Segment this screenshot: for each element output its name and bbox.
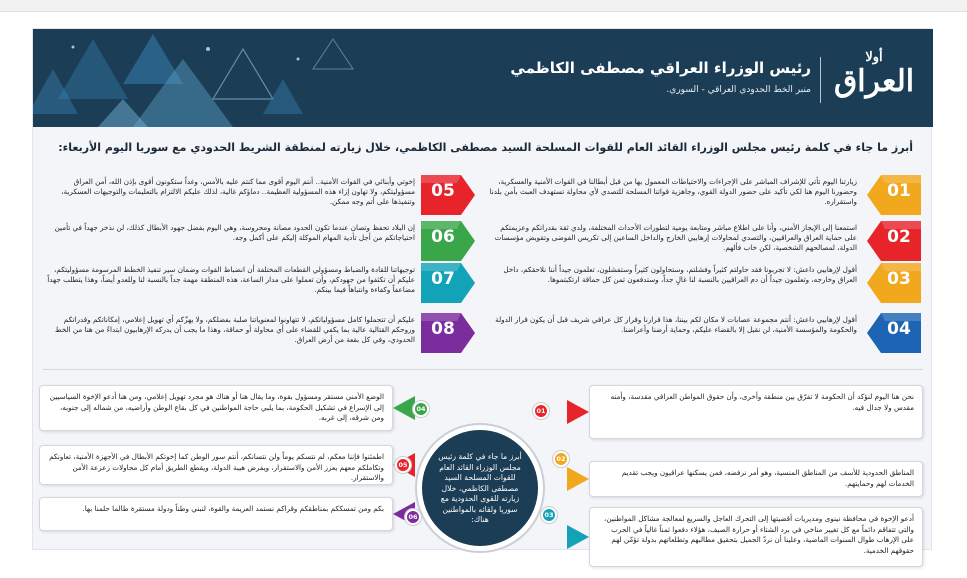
- number-arrow-icon: [421, 311, 475, 355]
- number-arrow-icon: [867, 173, 921, 217]
- page-title: رئيس الوزراء العراقي مصطفى الكاظمي: [510, 59, 811, 77]
- header-banner: [33, 29, 933, 127]
- point-item-02: [481, 219, 925, 263]
- point-item-05: [37, 173, 481, 217]
- logo: [827, 51, 921, 107]
- number-arrow-icon: [867, 219, 921, 263]
- quote-box-02: [589, 461, 923, 497]
- number-arrow-icon: [421, 261, 475, 305]
- page-subtitle: منبر الخط الحدودي العراقي - السوري.: [666, 85, 811, 95]
- point-number: 01: [887, 181, 911, 201]
- infographic-card: [32, 28, 932, 555]
- point-number: 08: [431, 319, 455, 339]
- logo-main-text: العراق: [833, 64, 915, 99]
- point-number: 04: [887, 319, 911, 339]
- point-item-06: [37, 219, 481, 263]
- point-number: 06: [431, 227, 455, 247]
- number-dot: 01: [533, 403, 549, 419]
- number-dot: 02: [553, 451, 569, 467]
- browser-top-strip: [0, 0, 967, 12]
- point-text: إن البلاد تحفظ وتصان عندما تكون الحدود مصانة ومحروسة، وهي اليوم بفضل جهود الأبطال كذلك، لن نذخر جهداً في تأمين احتياجاتكم من أجل تأدية المهام الموكلة إليكم على أكمل وجه.: [54, 223, 415, 242]
- header-divider: [820, 57, 821, 103]
- quote-text: بكم ومن تمسككم بمناطقكم وقراكم نستمد العزيمة والقوة، لنبني وطناً ودولة مستقرة طالما حلمنا بها.: [82, 504, 384, 513]
- point-item-01: [481, 173, 925, 217]
- point-item-08: [37, 311, 481, 355]
- point-number: 02: [887, 227, 911, 247]
- number-dot: 03: [541, 507, 557, 523]
- point-number: 05: [431, 181, 455, 201]
- number-arrow-icon: [421, 173, 475, 217]
- point-text: أقول لإرهابيي داعش: لا تجربونا فقد حاولتم كثيراً وفشلتم، وستحاولون كثيراً وستفشلون، تعلمون جيداً أننا نلاحقكم، داخل العراق وخارجه، وتعلمون جيداً أن دم العراقيين بالنسبة لنا غالٍ جداً، وستدفعون ثمن كل حماقة ارتكبتموها.: [503, 265, 857, 284]
- point-item-07: [37, 261, 481, 305]
- pointer-triangle-icon: [567, 400, 589, 424]
- number-arrow-icon: [867, 261, 921, 305]
- pointer-triangle-icon: [567, 467, 589, 491]
- number-arrow-icon: [867, 311, 921, 355]
- section-divider: [43, 369, 923, 370]
- number-dot: 04: [413, 401, 429, 417]
- point-text: إخوتي وأبنائي في القوات الأمنية.. أنتم اليوم أقوى مما كنتم عليه بالأمس، وغداً ستكونون أقوى بإذن الله، أمن العراق مسؤوليتكم، ولا تهاون إزاء هذه المسؤولية العظيمة.. دماؤكم غالية، لذلك عليكم الالتزام بالتعليمات والتوجيهات العسكرية، وتنفيذها على أتم وجه ممكن.: [61, 177, 415, 206]
- center-bubble: [417, 425, 543, 551]
- number-arrow-icon: [421, 219, 475, 263]
- point-text: استمعنا إلى الإيجاز الأمني، وأنا على اطلاع مباشر ومتابعة يومية لتطورات الأحداث المختلفة، ولدي ثقة بقدراتكم وعزيمتكم على حماية العراق والعراقيين، والتصدي لمحاولات إرهابيي الخارج والداخل الساعين إلى تكريس الفوضى وتقويض مؤسسات الدولة، لمصالحهم الشخصية، لكن خاب فألهم.: [494, 223, 857, 252]
- center-bubble-text: أبرز ما جاء في كلمة رئيس مجلس الوزراء القائد العام للقوات المسلحة السيد مصطفى الكاظمي، خلال زيارته للقوى الحدودية مع سوريا ولقائه بالمواطنين هناك:: [438, 452, 522, 524]
- quote-text: الوضع الأمني مستقر ومسؤول بقوة، وما يقال هنا أو هناك هو مجرد تهويل إعلامي، ومن هنا أدعو الإخوة السياسيين إلى الإسراع في تشكيل الحكومة، بما يلبي حاجة المواطنين في كل بقاع الوطن وأراضيه، من شماله إلى جنوبه، ومن شرقه، إلى غربه.: [49, 392, 384, 422]
- point-text: أقول لإرهابيي داعش: أنتم مجموعة عصابات لا مكان لكم بيننا، هذا قرارنا وقرار كل عراقي شريف قبل أن يكون قرار الدولة والحكومة والمؤسسة الأمنية، لن نقبل إلا بالقضاء عليكم، وحماية أرضنا وأعراضنا.: [495, 315, 857, 334]
- point-number: 03: [887, 269, 911, 289]
- quote-text: نحن هنا اليوم لنؤكد أن الحكومة لا تفرّق بين منطقة وأخرى، وأن حقوق المواطن العراقي مقدسة، وأمنه مقدس ولا جدال فيه.: [610, 392, 914, 412]
- point-text: توجيهاتنا للقادة والضباط ومسؤولي القطعات المختلفة أن انضباط القوات وضمان سير تنفيذ الخطط المرسومة مسؤوليتكم، عليكم أن تكثفوا من جهودكم، وأن تعملوا على مدار الساعة، هذه المنطقة مهمة جداً بالنسبة لنا وللعدو أيضاً، وهذا يتطلب جهداً مضاعفاً وكفاءة وانتباهاً فيما بينكم.: [47, 265, 415, 294]
- quote-text: أدعو الإخوة في محافظة نينوى ومديريات أقضيتها إلى التحرك العاجل والسريع لمعالجة مشاكل المواطنين، والتي تتفاقم دائماً مع كل تغيير مناخي في برد الشتاء أو حرارة الصيف، هؤلاء دفعوا ثمناً غالياً في الحرب على الإرهاب طوال السنوات الماضية، وعلينا أن نردّ الجميل بتحقيق مطالبهم وتطلعاتهم بدولة تؤمّن لهم حقوقهم الخدمية.: [604, 514, 914, 555]
- point-item-03: [481, 261, 925, 305]
- point-text: عليكم أن تتحملوا كامل مسؤولياتكم، لا تتهاونوا لمعنوياتنا صلبة بفضلكم، ولا يهزّكم أي تهويل إعلامي، إمكاناتكم وقدراتكم وروحكم القتالية عالية بما يكفي للقضاء على أي محاولة أو حماقة، وهذا ما يجب أن يدركه الإرهابيون ابتداءً من هنا من الخط الحدودي، وفي كل بقعة من أرض العراق.: [55, 315, 415, 344]
- point-item-04: [481, 311, 925, 355]
- point-number: 07: [431, 269, 455, 289]
- point-text: زيارتنا اليوم تأتي للإشراف المباشر على الإجراءات والاحتياطات المعمول بها من قبل أبطالنا في القوات الأمنية والعسكرية، وحضورنا اليوم هنا لكي تأكيد على حضور الدولة القوي، وجاهزية قواتنا المسلحة للتصدي لأي محاولة تستهدف العبث بأمن بلدنا واستقراره.: [489, 177, 857, 206]
- quote-box-03: [589, 507, 923, 567]
- quote-text: المناطق الحدودية للأسف من المناطق المنسية، وهو أمر نرفضه، فمن يسكنها عراقيون ويجب تقديم الخدمات لهم وحمايتهم.: [621, 468, 914, 488]
- quote-box-06: [39, 497, 393, 531]
- logo-top-text: أولا: [865, 50, 883, 65]
- quote-box-01: [589, 385, 923, 439]
- number-dot: 06: [405, 509, 421, 525]
- quote-text: اطمئنوا فإننا معكم، لم نتسكم يوماً ولن نتسانكم، أنتم سور الوطن كما إخوتكم الأبطال في الأجهزة الأمنية، تعاونكم وتكاملكم معهم يعزز الأمن والاستقرار، ويفرض هيبة الدولة، ويقطع الطريق أمام كل محاولات زعزعة الأمن والاستقرار.: [49, 452, 384, 482]
- lead-heading: أبرز ما جاء في كلمة رئيس مجلس الوزراء القائد العام للقوات المسلحة السيد مصطفى الكاظمي، خلال زيارته لمنطقة الشريط الحدودي مع سوريا اليوم الأربعاء:: [58, 141, 913, 154]
- pointer-triangle-icon: [393, 396, 415, 420]
- quote-box-04: [39, 385, 393, 431]
- pointer-triangle-icon: [567, 525, 589, 549]
- triangle-decoration-icon: [33, 29, 933, 127]
- quote-box-05: [39, 445, 393, 485]
- number-dot: 05: [395, 457, 411, 473]
